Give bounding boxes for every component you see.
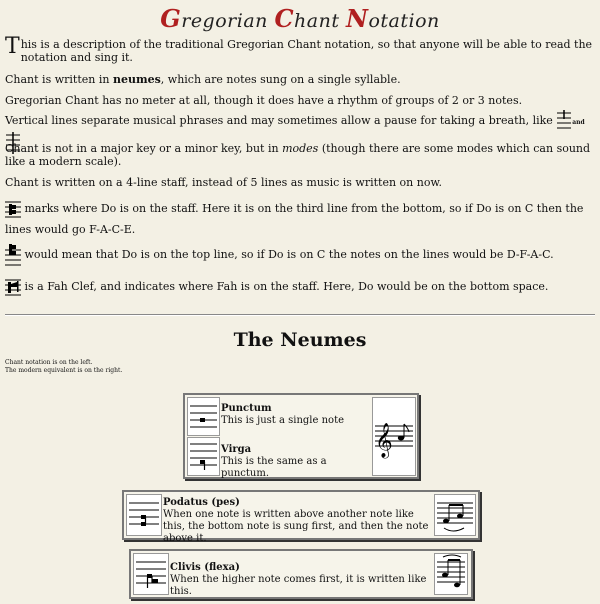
virga-desc	[221, 444, 369, 480]
meter-text: Gregorian Chant has no meter at all, though it does have a rhythm of groups of 2 or 3 notes.	[5, 94, 523, 107]
modes-text-c: (though there are some modes which can sound like a modern scale).	[5, 142, 591, 168]
neumes-heading: The Neumes	[233, 329, 367, 351]
podatus-chant-cell	[126, 494, 162, 536]
intro-text: his is a description of the traditional Gregorian Chant notation, so that anyone will be able to read the notation and sing it.	[20, 38, 593, 64]
neume-box-podatus	[122, 490, 480, 544]
clivis-modern-cell	[434, 553, 468, 595]
modes-text-a: Chant is not in a major key or a minor key, but in	[5, 142, 283, 155]
fah-clef-icon	[5, 278, 21, 296]
neume-box-clivis	[129, 549, 473, 599]
neumes-bold: neumes	[112, 73, 161, 86]
drop-cap: T	[5, 34, 20, 59]
clivis-chant-cell	[133, 553, 169, 595]
title-part-2: hant	[294, 10, 347, 32]
virga-text: This is the same as a punctum.	[221, 456, 327, 479]
do-clef-icon	[5, 200, 21, 218]
punctum-chant-icon	[188, 398, 219, 435]
punctum-desc	[221, 403, 369, 427]
fah-clef-text: is a Fah Clef, and indicates where Fah is on the staff. Here, Do would be on the bottom space.	[21, 280, 549, 293]
do-clef-paragraph	[5, 198, 595, 240]
title-part-3: otation	[368, 10, 440, 32]
vertical-lines-paragraph	[5, 110, 595, 136]
title-capital-n: N	[346, 4, 369, 33]
and-text: and	[572, 119, 585, 126]
bar-line-icon	[556, 110, 572, 132]
do-clef-top-text: would mean that Do is on the top line, so if Do is on C the notes on the lines would be D-F-A-C.	[21, 248, 554, 261]
do-clef-text: marks where Do is on the staff. Here it is on the third line from the bottom, so if Do is on C then the lines would go F-A-C-E.	[5, 202, 584, 236]
do-clef-top-icon	[5, 243, 21, 267]
punctum-modern-cell	[372, 397, 416, 476]
neumes-paragraph	[5, 73, 595, 86]
intro-paragraph	[5, 34, 595, 64]
neumes-text-a: Chant is written in	[5, 73, 113, 86]
neumes-note	[5, 359, 600, 375]
modes-italic: modes	[282, 142, 319, 155]
virga-chant-icon	[188, 438, 219, 475]
treble-clef-note-icon	[373, 398, 415, 475]
modes-paragraph	[5, 142, 595, 168]
neumes-text-c: , which are notes sung on a single syllable.	[160, 73, 401, 86]
section-divider	[5, 314, 595, 316]
virga-name: Virga	[221, 444, 252, 455]
neumes-note-line-2: The modern equivalent is on the right.	[5, 367, 123, 374]
podatus-chant-icon	[127, 495, 161, 535]
title-capital-g: G	[160, 4, 182, 33]
page	[0, 4, 600, 604]
podatus-modern-cell	[434, 494, 476, 536]
staff-paragraph	[5, 176, 595, 189]
podatus-text: When one note is written above another note like this, the bottom note is sung first, and then the note above it.	[163, 509, 429, 544]
title-capital-c: C	[274, 4, 295, 33]
clivis-desc	[170, 562, 432, 598]
vertical-lines-text: Vertical lines separate musical phrases and may sometimes allow a pause for taking a breath, like	[5, 114, 553, 127]
fah-clef-paragraph	[5, 278, 595, 296]
staff-text: Chant is written on a 4-line staff, instead of 5 lines as music is written on now.	[5, 176, 443, 189]
podatus-modern-icon	[435, 495, 475, 535]
meter-paragraph	[5, 94, 595, 107]
punctum-chant-cell	[187, 397, 220, 436]
podatus-name: Podatus (pes)	[163, 497, 240, 508]
page-title	[0, 4, 600, 33]
clivis-text: When the higher note comes first, it is written like this.	[170, 574, 427, 597]
clivis-chant-icon	[134, 554, 168, 594]
clivis-modern-icon	[435, 554, 467, 594]
title-part-1: regorian	[181, 10, 275, 32]
svg-text:𝄞: 𝄞	[375, 423, 393, 458]
virga-chant-cell	[187, 437, 220, 476]
punctum-text: This is just a single note	[221, 415, 345, 426]
do-clef-top-paragraph	[5, 243, 595, 267]
punctum-name: Punctum	[221, 403, 272, 414]
podatus-desc	[163, 497, 433, 545]
clivis-name: Clivis (flexa)	[170, 562, 240, 573]
neume-box-punctum-virga	[183, 393, 419, 479]
neumes-note-line-1: Chant notation is on the left.	[5, 359, 93, 366]
